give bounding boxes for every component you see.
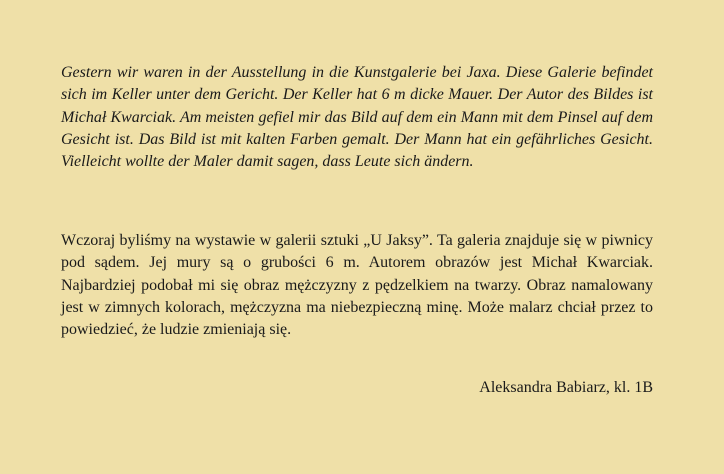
polish-paragraph: Wczoraj byliśmy na wystawie w galerii sztuki „U Jaksy”. Ta galeria znajduje się w piwnicy pod sądem. Jej mury są o grubości 6 m. Autorem obrazów jest Michał Kwarciak. Najbardziej podobał mi się obraz mężczyzny z pędzelkiem na twarzy. Obraz namalowany jest w zimnych kolorach, mężczyzna ma niebezpieczną minę. Może malarz chciał przez to powiedzieć, że ludzie zmieniają się. (61, 232, 653, 339)
author-signature: Aleksandra Babiarz, kl. 1B (479, 379, 653, 396)
document-page (61, 0, 653, 474)
german-paragraph: Gestern wir waren in der Ausstellung in die Kunstgalerie bei Jaxa. Diese Galerie befindet sich im Keller unter dem Gericht. Der Keller hat 6 m dicke Mauer. Der Autor des Bildes ist Michał Kwarciak. Am meisten gefiel mir das Bild auf dem ein Mann mit dem Pinsel auf dem Gesicht ist. Das Bild ist mit kalten Farben gemalt. Der Mann hat ein gefährliches Gesicht. Vielleicht wollte der Maler damit sagen, dass Leute sich ändern. (61, 64, 653, 171)
